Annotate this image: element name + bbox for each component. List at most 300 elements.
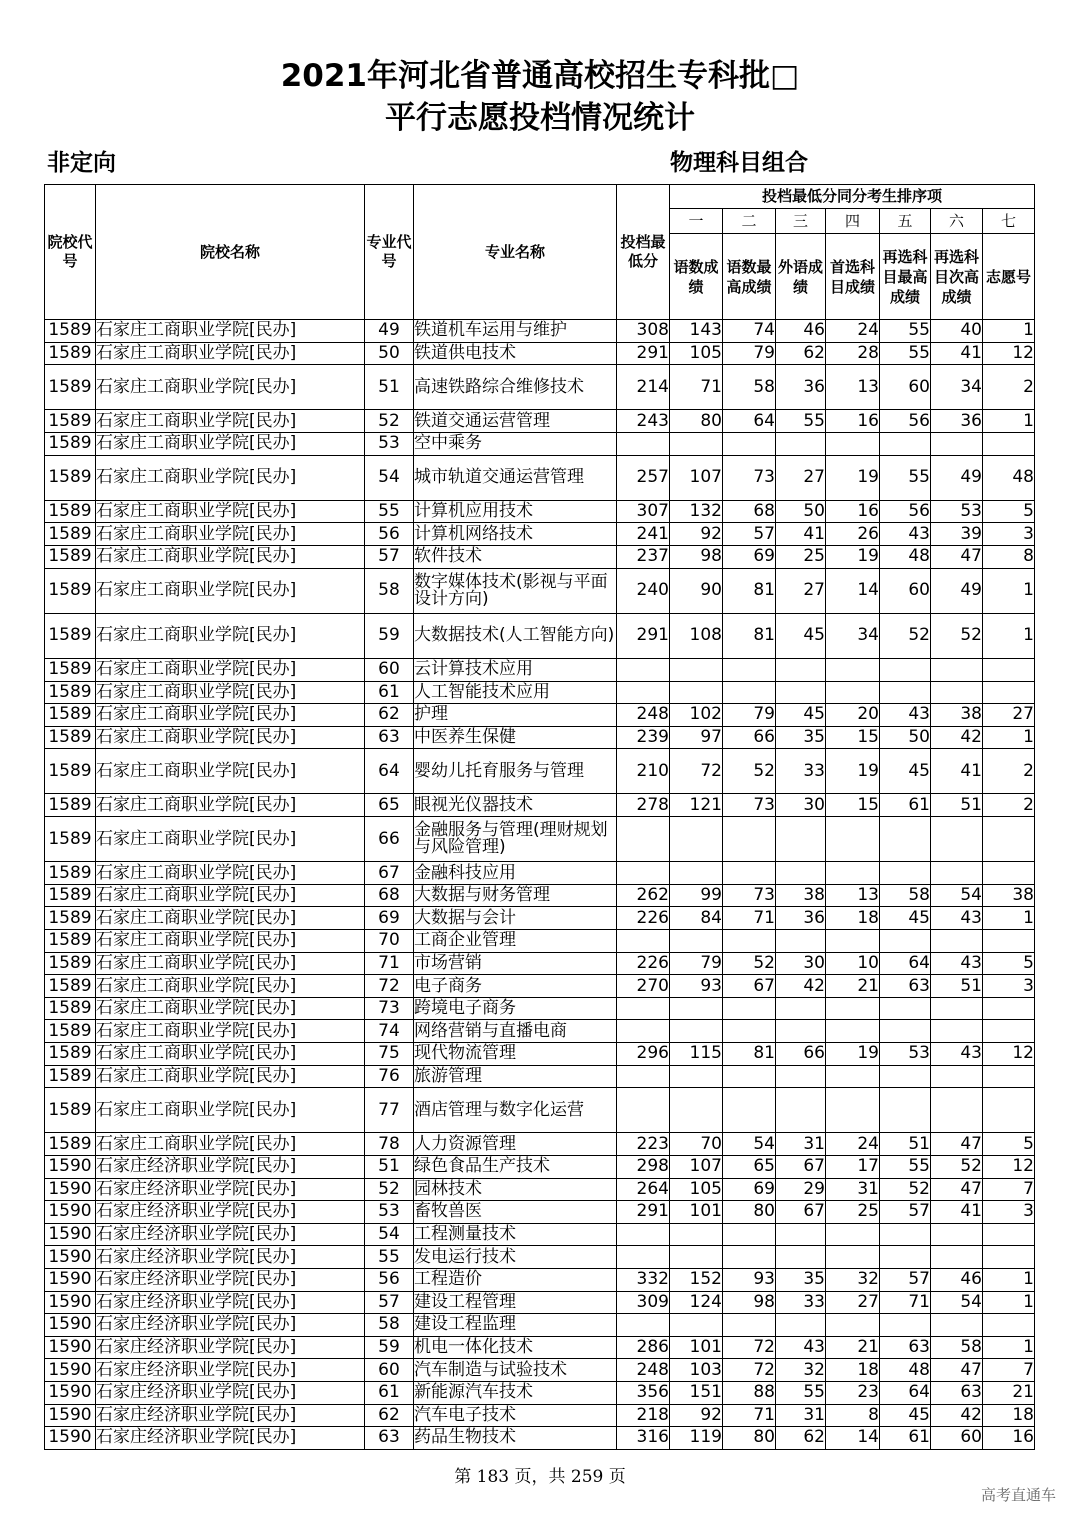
school-name-cell: 石家庄工商职业学院[民办] [96,930,365,953]
major-code-cell: 69 [365,907,414,930]
major-name-cell: 云计算技术应用 [414,658,617,681]
major-name-cell: 中医养生保健 [414,726,617,749]
major-name-cell: 网络营销与直播电商 [414,1020,617,1043]
elective-max-cell: 48 [880,1359,931,1382]
preference-no-cell: 2 [983,749,1035,794]
elective-max-cell [880,817,931,862]
table-row [45,1043,1035,1066]
school-name-cell: 石家庄工商职业学院[民办] [96,681,365,704]
school-name-cell: 石家庄工商职业学院[民办] [96,862,365,885]
preference-no-cell: 12 [983,1043,1035,1066]
chinese-math-max-cell: 98 [723,1291,776,1314]
elective-max-cell: 58 [880,884,931,907]
school-code-cell: 1590 [45,1427,96,1450]
elective-max-cell: 45 [880,1404,931,1427]
first-subject-cell: 8 [826,1404,880,1427]
elective-max-cell: 45 [880,749,931,794]
school-name-cell: 石家庄工商职业学院[民办] [96,320,365,343]
elective-second-cell: 63 [931,1381,983,1404]
chinese-math-max-cell: 81 [723,568,776,613]
first-subject-cell [826,862,880,885]
major-name-cell: 婴幼儿托育服务与管理 [414,749,617,794]
table-row [45,975,1035,998]
major-code-cell: 61 [365,1381,414,1404]
first-subject-cell: 34 [826,613,880,658]
min-score-cell [617,1065,670,1088]
major-code-cell: 72 [365,975,414,998]
chinese-math-cell: 71 [670,365,723,410]
foreign-language-cell: 41 [776,523,826,546]
preference-no-cell [983,997,1035,1020]
subtitle-subject-group: 物理科目组合 [670,150,808,176]
foreign-language-cell: 29 [776,1178,826,1201]
elective-second-cell: 54 [931,1291,983,1314]
major-name-cell: 机电一体化技术 [414,1336,617,1359]
min-score-cell: 214 [617,365,670,410]
elective-max-cell: 57 [880,1268,931,1291]
chinese-math-max-cell: 69 [723,545,776,568]
chinese-math-max-cell: 71 [723,1404,776,1427]
chinese-math-cell: 152 [670,1268,723,1291]
elective-second-cell [931,862,983,885]
school-code-cell: 1589 [45,432,96,455]
chinese-math-cell: 124 [670,1291,723,1314]
header-metric-preference-no: 志愿号 [983,234,1035,320]
school-code-cell: 1589 [45,704,96,727]
chinese-math-cell: 92 [670,523,723,546]
chinese-math-cell: 98 [670,545,723,568]
foreign-language-cell: 33 [776,749,826,794]
school-name-cell: 石家庄工商职业学院[民办] [96,410,365,433]
first-subject-cell [826,1065,880,1088]
major-code-cell: 53 [365,432,414,455]
min-score-cell: 308 [617,320,670,343]
chinese-math-max-cell: 54 [723,1133,776,1156]
first-subject-cell [826,658,880,681]
chinese-math-cell [670,1223,723,1246]
preference-no-cell [983,862,1035,885]
table-row [45,1404,1035,1427]
chinese-math-max-cell [723,1314,776,1337]
major-name-cell: 建设工程监理 [414,1314,617,1337]
school-name-cell: 石家庄工商职业学院[民办] [96,658,365,681]
foreign-language-cell [776,1065,826,1088]
first-subject-cell: 16 [826,500,880,523]
chinese-math-max-cell [723,681,776,704]
first-subject-cell: 19 [826,1043,880,1066]
school-name-cell: 石家庄工商职业学院[民办] [96,432,365,455]
elective-max-cell [880,1223,931,1246]
first-subject-cell: 19 [826,545,880,568]
table-row [45,545,1035,568]
school-code-cell: 1589 [45,952,96,975]
foreign-language-cell [776,1246,826,1269]
foreign-language-cell [776,930,826,953]
elective-max-cell: 55 [880,342,931,365]
elective-max-cell: 56 [880,410,931,433]
school-code-cell: 1589 [45,523,96,546]
chinese-math-max-cell: 73 [723,455,776,500]
table-row [45,1155,1035,1178]
elective-second-cell: 47 [931,1178,983,1201]
major-code-cell: 60 [365,1359,414,1382]
preference-no-cell: 5 [983,952,1035,975]
school-code-cell: 1590 [45,1268,96,1291]
chinese-math-cell: 102 [670,704,723,727]
chinese-math-cell [670,1065,723,1088]
elective-second-cell: 49 [931,455,983,500]
min-score-cell: 264 [617,1178,670,1201]
first-subject-cell: 19 [826,749,880,794]
chinese-math-max-cell: 66 [723,726,776,749]
min-score-cell [617,997,670,1020]
elective-max-cell: 63 [880,975,931,998]
school-code-cell: 1590 [45,1404,96,1427]
preference-no-cell [983,1065,1035,1088]
first-subject-cell: 10 [826,952,880,975]
preference-no-cell: 1 [983,1291,1035,1314]
major-name-cell: 大数据与会计 [414,907,617,930]
elective-max-cell: 52 [880,613,931,658]
elective-second-cell: 41 [931,749,983,794]
min-score-cell: 356 [617,1381,670,1404]
chinese-math-max-cell [723,997,776,1020]
first-subject-cell: 27 [826,1291,880,1314]
school-name-cell: 石家庄经济职业学院[民办] [96,1404,365,1427]
first-subject-cell [826,997,880,1020]
foreign-language-cell [776,997,826,1020]
chinese-math-cell [670,862,723,885]
school-name-cell: 石家庄工商职业学院[民办] [96,749,365,794]
school-code-cell: 1589 [45,1043,96,1066]
chinese-math-cell: 101 [670,1201,723,1224]
chinese-math-cell: 92 [670,1404,723,1427]
major-code-cell: 67 [365,862,414,885]
elective-second-cell [931,658,983,681]
school-code-cell: 1589 [45,455,96,500]
major-name-cell: 金融科技应用 [414,862,617,885]
preference-no-cell: 18 [983,1404,1035,1427]
major-code-cell: 49 [365,320,414,343]
major-name-cell: 旅游管理 [414,1065,617,1088]
table-row [45,1268,1035,1291]
chinese-math-max-cell [723,930,776,953]
table-row [45,1427,1035,1450]
chinese-math-cell: 105 [670,1178,723,1201]
min-score-cell: 296 [617,1043,670,1066]
foreign-language-cell [776,862,826,885]
major-name-cell: 工程造价 [414,1268,617,1291]
major-name-cell: 城市轨道交通运营管理 [414,455,617,500]
elective-max-cell: 61 [880,1427,931,1450]
table-row [45,1314,1035,1337]
chinese-math-max-cell [723,1065,776,1088]
header-order-3: 三 [776,209,826,234]
preference-no-cell: 5 [983,1133,1035,1156]
first-subject-cell: 18 [826,907,880,930]
major-name-cell: 园林技术 [414,1178,617,1201]
header-order-6: 六 [931,209,983,234]
school-code-cell: 1589 [45,862,96,885]
min-score-cell [617,658,670,681]
table-row [45,1178,1035,1201]
school-code-cell: 1589 [45,749,96,794]
elective-second-cell: 36 [931,410,983,433]
major-code-cell: 71 [365,952,414,975]
chinese-math-cell: 80 [670,410,723,433]
elective-max-cell: 71 [880,1291,931,1314]
table-row [45,1088,1035,1133]
elective-second-cell [931,997,983,1020]
table-row [45,1201,1035,1224]
preference-no-cell: 27 [983,704,1035,727]
table-row [45,1246,1035,1269]
preference-no-cell: 1 [983,568,1035,613]
table-row [45,907,1035,930]
foreign-language-cell [776,1020,826,1043]
preference-no-cell: 3 [983,523,1035,546]
school-code-cell: 1590 [45,1155,96,1178]
school-code-cell: 1590 [45,1359,96,1382]
min-score-cell: 218 [617,1404,670,1427]
first-subject-cell: 14 [826,1427,880,1450]
header-order-1: 一 [670,209,723,234]
elective-max-cell: 64 [880,952,931,975]
elective-second-cell: 47 [931,1133,983,1156]
table-row [45,1291,1035,1314]
school-name-cell: 石家庄经济职业学院[民办] [96,1246,365,1269]
min-score-cell [617,1088,670,1133]
school-name-cell: 石家庄工商职业学院[民办] [96,704,365,727]
major-name-cell: 市场营销 [414,952,617,975]
min-score-cell [617,1246,670,1269]
min-score-cell: 239 [617,726,670,749]
chinese-math-cell [670,817,723,862]
school-name-cell: 石家庄经济职业学院[民办] [96,1268,365,1291]
first-subject-cell: 18 [826,1359,880,1382]
elective-max-cell [880,658,931,681]
foreign-language-cell: 55 [776,410,826,433]
chinese-math-cell: 121 [670,794,723,817]
foreign-language-cell [776,1314,826,1337]
preference-no-cell: 7 [983,1178,1035,1201]
first-subject-cell [826,1246,880,1269]
min-score-cell: 248 [617,704,670,727]
chinese-math-cell: 107 [670,1155,723,1178]
chinese-math-cell [670,1020,723,1043]
preference-no-cell [983,658,1035,681]
elective-max-cell [880,1020,931,1043]
min-score-cell: 210 [617,749,670,794]
school-code-cell: 1589 [45,907,96,930]
chinese-math-max-cell: 80 [723,1427,776,1450]
major-code-cell: 73 [365,997,414,1020]
foreign-language-cell: 31 [776,1404,826,1427]
min-score-cell: 332 [617,1268,670,1291]
elective-second-cell: 49 [931,568,983,613]
elective-second-cell: 51 [931,794,983,817]
header-tiebreak-group: 投档最低分同分考生排序项 [670,185,1035,209]
chinese-math-max-cell [723,862,776,885]
table-row [45,997,1035,1020]
header-metric-chinese-math-max: 语数最高成绩 [723,234,776,320]
elective-second-cell: 40 [931,320,983,343]
elective-second-cell [931,930,983,953]
school-name-cell: 石家庄经济职业学院[民办] [96,1314,365,1337]
school-code-cell: 1589 [45,794,96,817]
first-subject-cell: 16 [826,410,880,433]
table-row [45,704,1035,727]
table-row [45,681,1035,704]
elective-second-cell [931,432,983,455]
chinese-math-max-cell: 67 [723,975,776,998]
header-order-4: 四 [826,209,880,234]
elective-second-cell [931,817,983,862]
major-name-cell: 现代物流管理 [414,1043,617,1066]
chinese-math-cell [670,432,723,455]
major-code-cell: 75 [365,1043,414,1066]
page-footer: 第 183 页，共 259 页 [454,1467,626,1487]
preference-no-cell: 5 [983,500,1035,523]
preference-no-cell [983,1020,1035,1043]
table-row [45,952,1035,975]
table-row [45,1065,1035,1088]
chinese-math-max-cell: 52 [723,749,776,794]
major-name-cell: 铁道交通运营管理 [414,410,617,433]
school-name-cell: 石家庄经济职业学院[民办] [96,1359,365,1382]
major-code-cell: 58 [365,1314,414,1337]
elective-max-cell: 53 [880,1043,931,1066]
header-school-name: 院校名称 [96,185,365,320]
first-subject-cell: 28 [826,342,880,365]
major-code-cell: 59 [365,613,414,658]
table-row [45,749,1035,794]
foreign-language-cell: 27 [776,568,826,613]
major-name-cell: 眼视光仪器技术 [414,794,617,817]
chinese-math-max-cell [723,1020,776,1043]
table-row [45,817,1035,862]
table-row [45,1020,1035,1043]
major-name-cell: 酒店管理与数字化运营 [414,1088,617,1133]
school-code-cell: 1589 [45,817,96,862]
min-score-cell [617,1314,670,1337]
header-metric-foreign-language: 外语成绩 [776,234,826,320]
school-name-cell: 石家庄经济职业学院[民办] [96,1155,365,1178]
elective-max-cell [880,1088,931,1133]
preference-no-cell [983,1088,1035,1133]
major-name-cell: 汽车电子技术 [414,1404,617,1427]
major-code-cell: 51 [365,1155,414,1178]
preference-no-cell: 48 [983,455,1035,500]
major-name-cell: 工商企业管理 [414,930,617,953]
foreign-language-cell [776,1223,826,1246]
min-score-cell: 309 [617,1291,670,1314]
elective-second-cell: 51 [931,975,983,998]
major-code-cell: 76 [365,1065,414,1088]
first-subject-cell: 21 [826,1336,880,1359]
chinese-math-max-cell: 72 [723,1359,776,1382]
elective-max-cell: 61 [880,794,931,817]
chinese-math-max-cell: 64 [723,410,776,433]
header-order-2: 二 [723,209,776,234]
elective-second-cell: 41 [931,1201,983,1224]
elective-max-cell: 63 [880,1336,931,1359]
elective-max-cell: 45 [880,907,931,930]
page-title-line-1: 2021年河北省普通高校招生专科批□ [280,58,800,94]
first-subject-cell: 15 [826,726,880,749]
elective-second-cell: 42 [931,726,983,749]
school-code-cell: 1590 [45,1336,96,1359]
school-code-cell: 1589 [45,975,96,998]
preference-no-cell [983,930,1035,953]
first-subject-cell: 20 [826,704,880,727]
foreign-language-cell [776,432,826,455]
table-row [45,523,1035,546]
elective-max-cell [880,862,931,885]
elective-second-cell [931,1020,983,1043]
elective-max-cell [880,930,931,953]
major-code-cell: 57 [365,1291,414,1314]
major-code-cell: 53 [365,1201,414,1224]
preference-no-cell: 8 [983,545,1035,568]
major-name-cell: 工程测量技术 [414,1223,617,1246]
major-code-cell: 54 [365,1223,414,1246]
major-name-cell: 铁道机车运用与维护 [414,320,617,343]
elective-second-cell: 52 [931,1155,983,1178]
foreign-language-cell [776,681,826,704]
school-code-cell: 1589 [45,1133,96,1156]
header-metric-elective-max: 再选科目最高成绩 [880,234,931,320]
min-score-cell: 226 [617,952,670,975]
school-name-cell: 石家庄经济职业学院[民办] [96,1223,365,1246]
major-code-cell: 52 [365,1178,414,1201]
school-name-cell: 石家庄经济职业学院[民办] [96,1291,365,1314]
school-name-cell: 石家庄工商职业学院[民办] [96,997,365,1020]
table-row [45,1359,1035,1382]
major-name-cell: 高速铁路综合维修技术 [414,365,617,410]
foreign-language-cell: 38 [776,884,826,907]
major-name-cell: 软件技术 [414,545,617,568]
foreign-language-cell: 35 [776,1268,826,1291]
preference-no-cell: 3 [983,1201,1035,1224]
table-row [45,613,1035,658]
chinese-math-max-cell: 88 [723,1381,776,1404]
table-row [45,568,1035,613]
table-row [45,1223,1035,1246]
chinese-math-cell: 84 [670,907,723,930]
school-code-cell: 1589 [45,613,96,658]
major-name-cell: 铁道供电技术 [414,342,617,365]
elective-max-cell [880,1246,931,1269]
major-name-cell: 畜牧兽医 [414,1201,617,1224]
major-code-cell: 57 [365,545,414,568]
elective-second-cell: 43 [931,952,983,975]
min-score-cell [617,1020,670,1043]
major-code-cell: 78 [365,1133,414,1156]
first-subject-cell: 15 [826,794,880,817]
min-score-cell [617,817,670,862]
elective-max-cell: 52 [880,1178,931,1201]
elective-second-cell: 58 [931,1336,983,1359]
first-subject-cell [826,1314,880,1337]
chinese-math-max-cell: 79 [723,342,776,365]
major-code-cell: 58 [365,568,414,613]
chinese-math-cell: 90 [670,568,723,613]
school-code-cell: 1589 [45,545,96,568]
foreign-language-cell: 42 [776,975,826,998]
chinese-math-cell: 115 [670,1043,723,1066]
first-subject-cell: 25 [826,1201,880,1224]
